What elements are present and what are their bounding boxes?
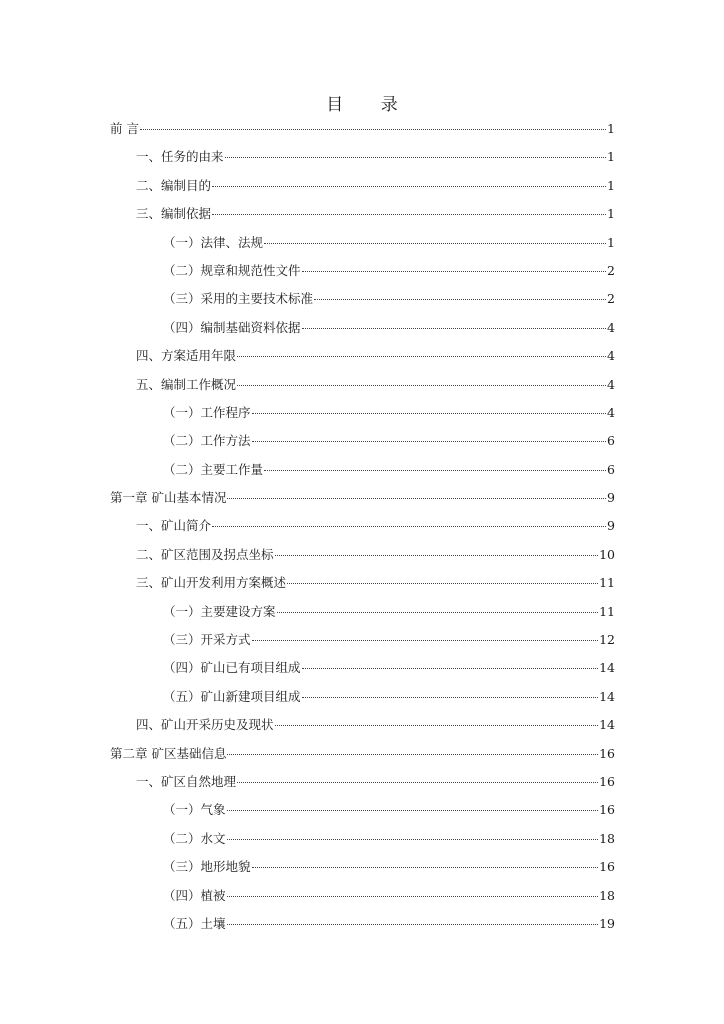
- toc-entry-title: （二）规章和规范性文件: [163, 262, 301, 278]
- toc-entry-title: 一、任务的由来: [136, 149, 224, 165]
- toc-entry[interactable]: [110, 285, 615, 313]
- toc-page-number: 14: [599, 688, 615, 704]
- toc-entry[interactable]: [110, 683, 615, 711]
- toc-leader-dots: [252, 867, 599, 868]
- toc-entry-title: （四）矿山已有项目组成: [163, 660, 301, 676]
- toc-entry[interactable]: [110, 257, 615, 285]
- toc-page-number: 16: [599, 745, 615, 761]
- toc-entry[interactable]: [110, 172, 615, 200]
- toc-entry[interactable]: [110, 853, 615, 881]
- toc-page-number: 6: [607, 433, 615, 449]
- toc-entry-title: （一）气象: [163, 802, 226, 818]
- toc-page-number: 4: [607, 376, 615, 392]
- toc-leader-dots: [277, 612, 599, 613]
- toc-entry[interactable]: [110, 711, 615, 739]
- toc-entry[interactable]: [110, 115, 615, 143]
- toc-entry-title: 第二章 矿区基础信息: [110, 745, 227, 761]
- toc-entry-title: （三）开采方式: [163, 632, 251, 648]
- toc-leader-dots: [314, 299, 606, 300]
- toc-entry-title: （一）法律、法规: [163, 234, 264, 250]
- toc-entry[interactable]: [110, 229, 615, 257]
- toc-leader-dots: [287, 583, 598, 584]
- toc-leader-dots: [237, 356, 606, 357]
- toc-entry-title: 一、矿区自然地理: [136, 773, 237, 789]
- toc-page-number: 1: [607, 121, 615, 136]
- toc-leader-dots: [275, 725, 599, 726]
- toc-page-number: 10: [599, 546, 615, 562]
- toc-title: 目 录: [326, 95, 414, 115]
- toc-leader-dots: [212, 214, 606, 215]
- toc-entry[interactable]: [110, 910, 615, 938]
- toc-page-number: 4: [607, 319, 615, 335]
- toc-page-number: 18: [599, 830, 615, 846]
- toc-entry-title: 一、矿山简介: [136, 518, 212, 534]
- toc-entry[interactable]: [110, 399, 615, 427]
- toc-entry-title: （二）主要工作量: [163, 461, 264, 477]
- toc-page-number: 14: [599, 717, 615, 733]
- toc-leader-dots: [227, 810, 599, 811]
- toc-entry-title: 第一章 矿山基本情况: [110, 490, 227, 506]
- toc-leader-dots: [264, 470, 606, 471]
- toc-entry-title: （四）植被: [163, 887, 226, 903]
- toc-entry[interactable]: [110, 768, 615, 796]
- toc-leader-dots: [237, 385, 606, 386]
- toc-entry-title: 三、矿山开发利用方案概述: [136, 575, 287, 591]
- toc-entry-title: （二）水文: [163, 830, 226, 846]
- toc-entry-title: （二）工作方法: [163, 433, 251, 449]
- toc-page-number: 16: [599, 802, 615, 818]
- toc-page-number: 1: [607, 177, 615, 193]
- toc-entry-title: （三）地形地貌: [163, 859, 251, 875]
- toc-entry-title: 五、编制工作概况: [136, 376, 237, 392]
- toc-page-number: 1: [607, 206, 615, 222]
- toc-page-number: 14: [599, 660, 615, 676]
- toc-entry-title: （四）编制基础资料依据: [163, 319, 301, 335]
- toc-page-number: 9: [607, 490, 615, 506]
- toc-leader-dots: [227, 754, 598, 755]
- toc-entry-title: 四、矿山开采历史及现状: [136, 717, 274, 733]
- toc-page-number: 11: [599, 575, 615, 591]
- toc-entry[interactable]: [110, 371, 615, 399]
- toc-leader-dots: [302, 697, 599, 698]
- toc-entry-title: 三、编制依据: [136, 206, 212, 222]
- toc-entry[interactable]: [110, 484, 615, 512]
- toc-leader-dots: [227, 498, 606, 499]
- toc-leader-dots: [264, 243, 606, 244]
- toc-entry-title: 二、编制目的: [136, 177, 212, 193]
- toc-entry[interactable]: [110, 882, 615, 910]
- toc-leader-dots: [237, 782, 598, 783]
- toc-entry[interactable]: [110, 427, 615, 455]
- toc-page-number: 12: [599, 632, 615, 648]
- toc-page-number: 1: [607, 234, 615, 250]
- toc-entry-title: （三）采用的主要技术标准: [163, 291, 314, 307]
- toc-leader-dots: [212, 526, 606, 527]
- toc-entry[interactable]: [110, 143, 615, 171]
- toc-page-number: 4: [607, 404, 615, 420]
- toc-entry[interactable]: [110, 740, 615, 768]
- toc-page-number: 19: [599, 915, 615, 931]
- toc-leader-dots: [225, 157, 607, 158]
- toc-entry[interactable]: [110, 456, 615, 484]
- toc-entry[interactable]: [110, 541, 615, 569]
- table-of-contents: [110, 115, 615, 938]
- toc-page-number: 16: [599, 773, 615, 789]
- toc-entry-title: （五）矿山新建项目组成: [163, 688, 301, 704]
- toc-page-number: 2: [607, 262, 615, 278]
- toc-entry[interactable]: [110, 796, 615, 824]
- toc-entry[interactable]: [110, 569, 615, 597]
- toc-entry[interactable]: [110, 626, 615, 654]
- toc-leader-dots: [227, 839, 599, 840]
- toc-entry[interactable]: [110, 512, 615, 540]
- toc-leader-dots: [302, 668, 599, 669]
- toc-entry-title: 前 言: [110, 121, 139, 136]
- toc-leader-dots: [275, 555, 599, 556]
- toc-entry[interactable]: [110, 598, 615, 626]
- toc-entry[interactable]: [110, 200, 615, 228]
- toc-entry[interactable]: [110, 314, 615, 342]
- toc-leader-dots: [140, 129, 606, 130]
- toc-leader-dots: [212, 186, 606, 187]
- toc-entry[interactable]: [110, 825, 615, 853]
- toc-leader-dots: [302, 328, 607, 329]
- toc-leader-dots: [302, 271, 607, 272]
- toc-entry-title: （五）土壤: [163, 915, 226, 931]
- toc-entry-title: 四、方案适用年限: [136, 348, 237, 364]
- toc-leader-dots: [252, 413, 607, 414]
- toc-leader-dots: [227, 896, 599, 897]
- toc-entry-title: 二、矿区范围及拐点坐标: [136, 546, 274, 562]
- toc-page-number: 11: [599, 603, 615, 619]
- toc-page-number: 18: [599, 887, 615, 903]
- toc-leader-dots: [227, 924, 599, 925]
- toc-page-number: 9: [607, 518, 615, 534]
- toc-page-number: 4: [607, 348, 615, 364]
- toc-entry-title: （一）工作程序: [163, 404, 251, 420]
- toc-entry-title: （一）主要建设方案: [163, 603, 276, 619]
- toc-page-number: 6: [607, 461, 615, 477]
- toc-page-number: 16: [599, 859, 615, 875]
- toc-page-number: 1: [607, 149, 615, 165]
- toc-page-number: 2: [607, 291, 615, 307]
- toc-entry[interactable]: [110, 342, 615, 370]
- toc-entry[interactable]: [110, 654, 615, 682]
- toc-leader-dots: [252, 640, 599, 641]
- toc-leader-dots: [252, 441, 607, 442]
